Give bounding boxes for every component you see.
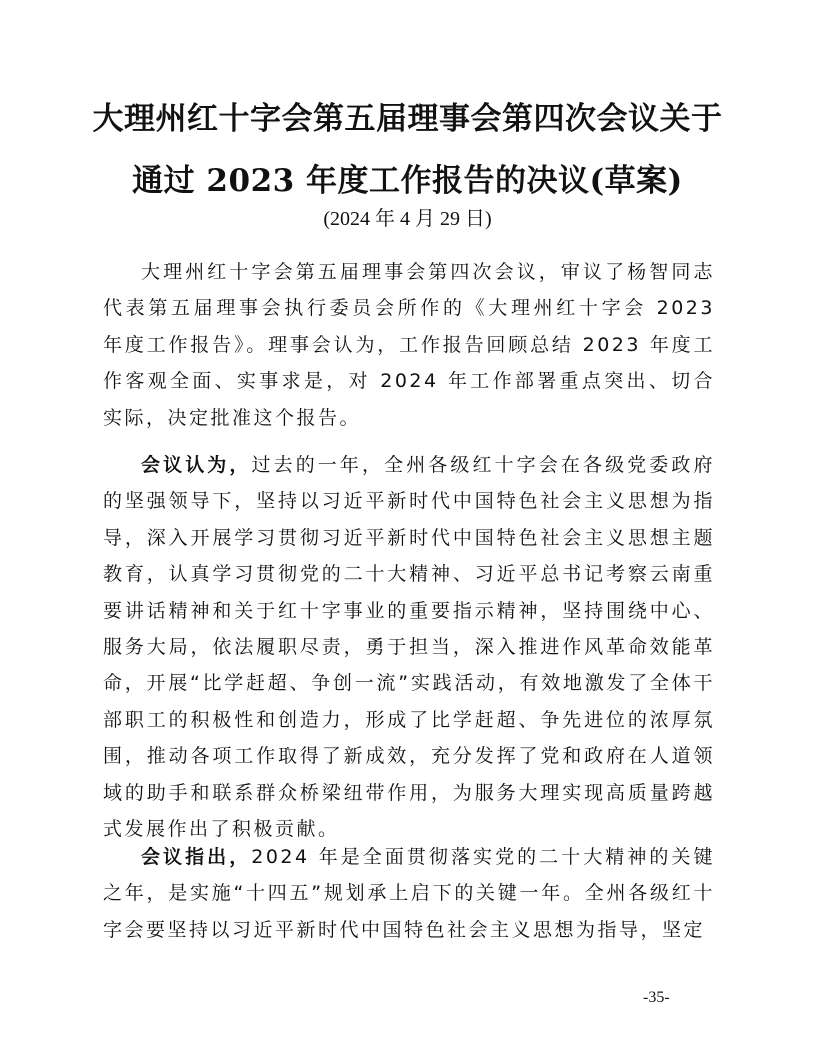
- document-title-line-2: 通过 2023 年度工作报告的决议(草案): [132, 163, 683, 199]
- paragraph-1: [103, 254, 715, 436]
- paragraph-3-lead: 会议指出，: [141, 846, 252, 868]
- paragraph-2: [103, 447, 715, 847]
- paragraph-1-text: 大理州红十字会第五届理事会第四次会议，审议了杨智同志代表第五届理事会执行委员会所作的《大理州红十字会 2023 年度工作报告》。理事会认为，工作报告回顾总结 2023 年度工作客观全面、实事求是，对 2024 年工作部署重点突出、切合实际，决定批准这个报告。: [103, 261, 715, 429]
- document-title-line-1: 大理州红十字会第五届理事会第四次会议关于: [92, 101, 723, 137]
- document-date: (2024 年 4 月 29 日): [323, 208, 492, 230]
- page-number: -35-: [643, 989, 670, 1006]
- paragraph-3-text: 2024 年是全面贯彻落实党的二十大精神的关键之年，是实施“十四五”规划承上启下的关键一年。全州各级红十字会要坚持以习近平新时代中国特色社会主义思想为指导，坚定: [103, 846, 715, 941]
- paragraph-2-text: 过去的一年，全州各级红十字会在各级党委政府的坚强领导下，坚持以习近平新时代中国特色社会主义思想为指导，深入开展学习贯彻习近平新时代中国特色社会主义思想主题教育，认真学习贯彻党的二十大精神、习近平总书记考察云南重要讲话精神和关于红十字事业的重要指示精神，坚持围绕中心、服务大局，依法履职尽责，勇于担当，深入推进作风革命效能革命，开展“比学赶超、争创一流”实践活动，有效地激发了全体干部职工的积极性和创造力，形成了比学赶超、争先进位的浓厚氛围，推动各项工作取得了新成效，充分发挥了党和政府在人道领域的助手和联系群众桥梁纽带作用，为服务大理实现高质量跨越式发展作出了积极贡献。: [103, 454, 715, 841]
- paragraph-2-lead: 会议认为，: [141, 454, 252, 476]
- paragraph-3: [103, 839, 715, 948]
